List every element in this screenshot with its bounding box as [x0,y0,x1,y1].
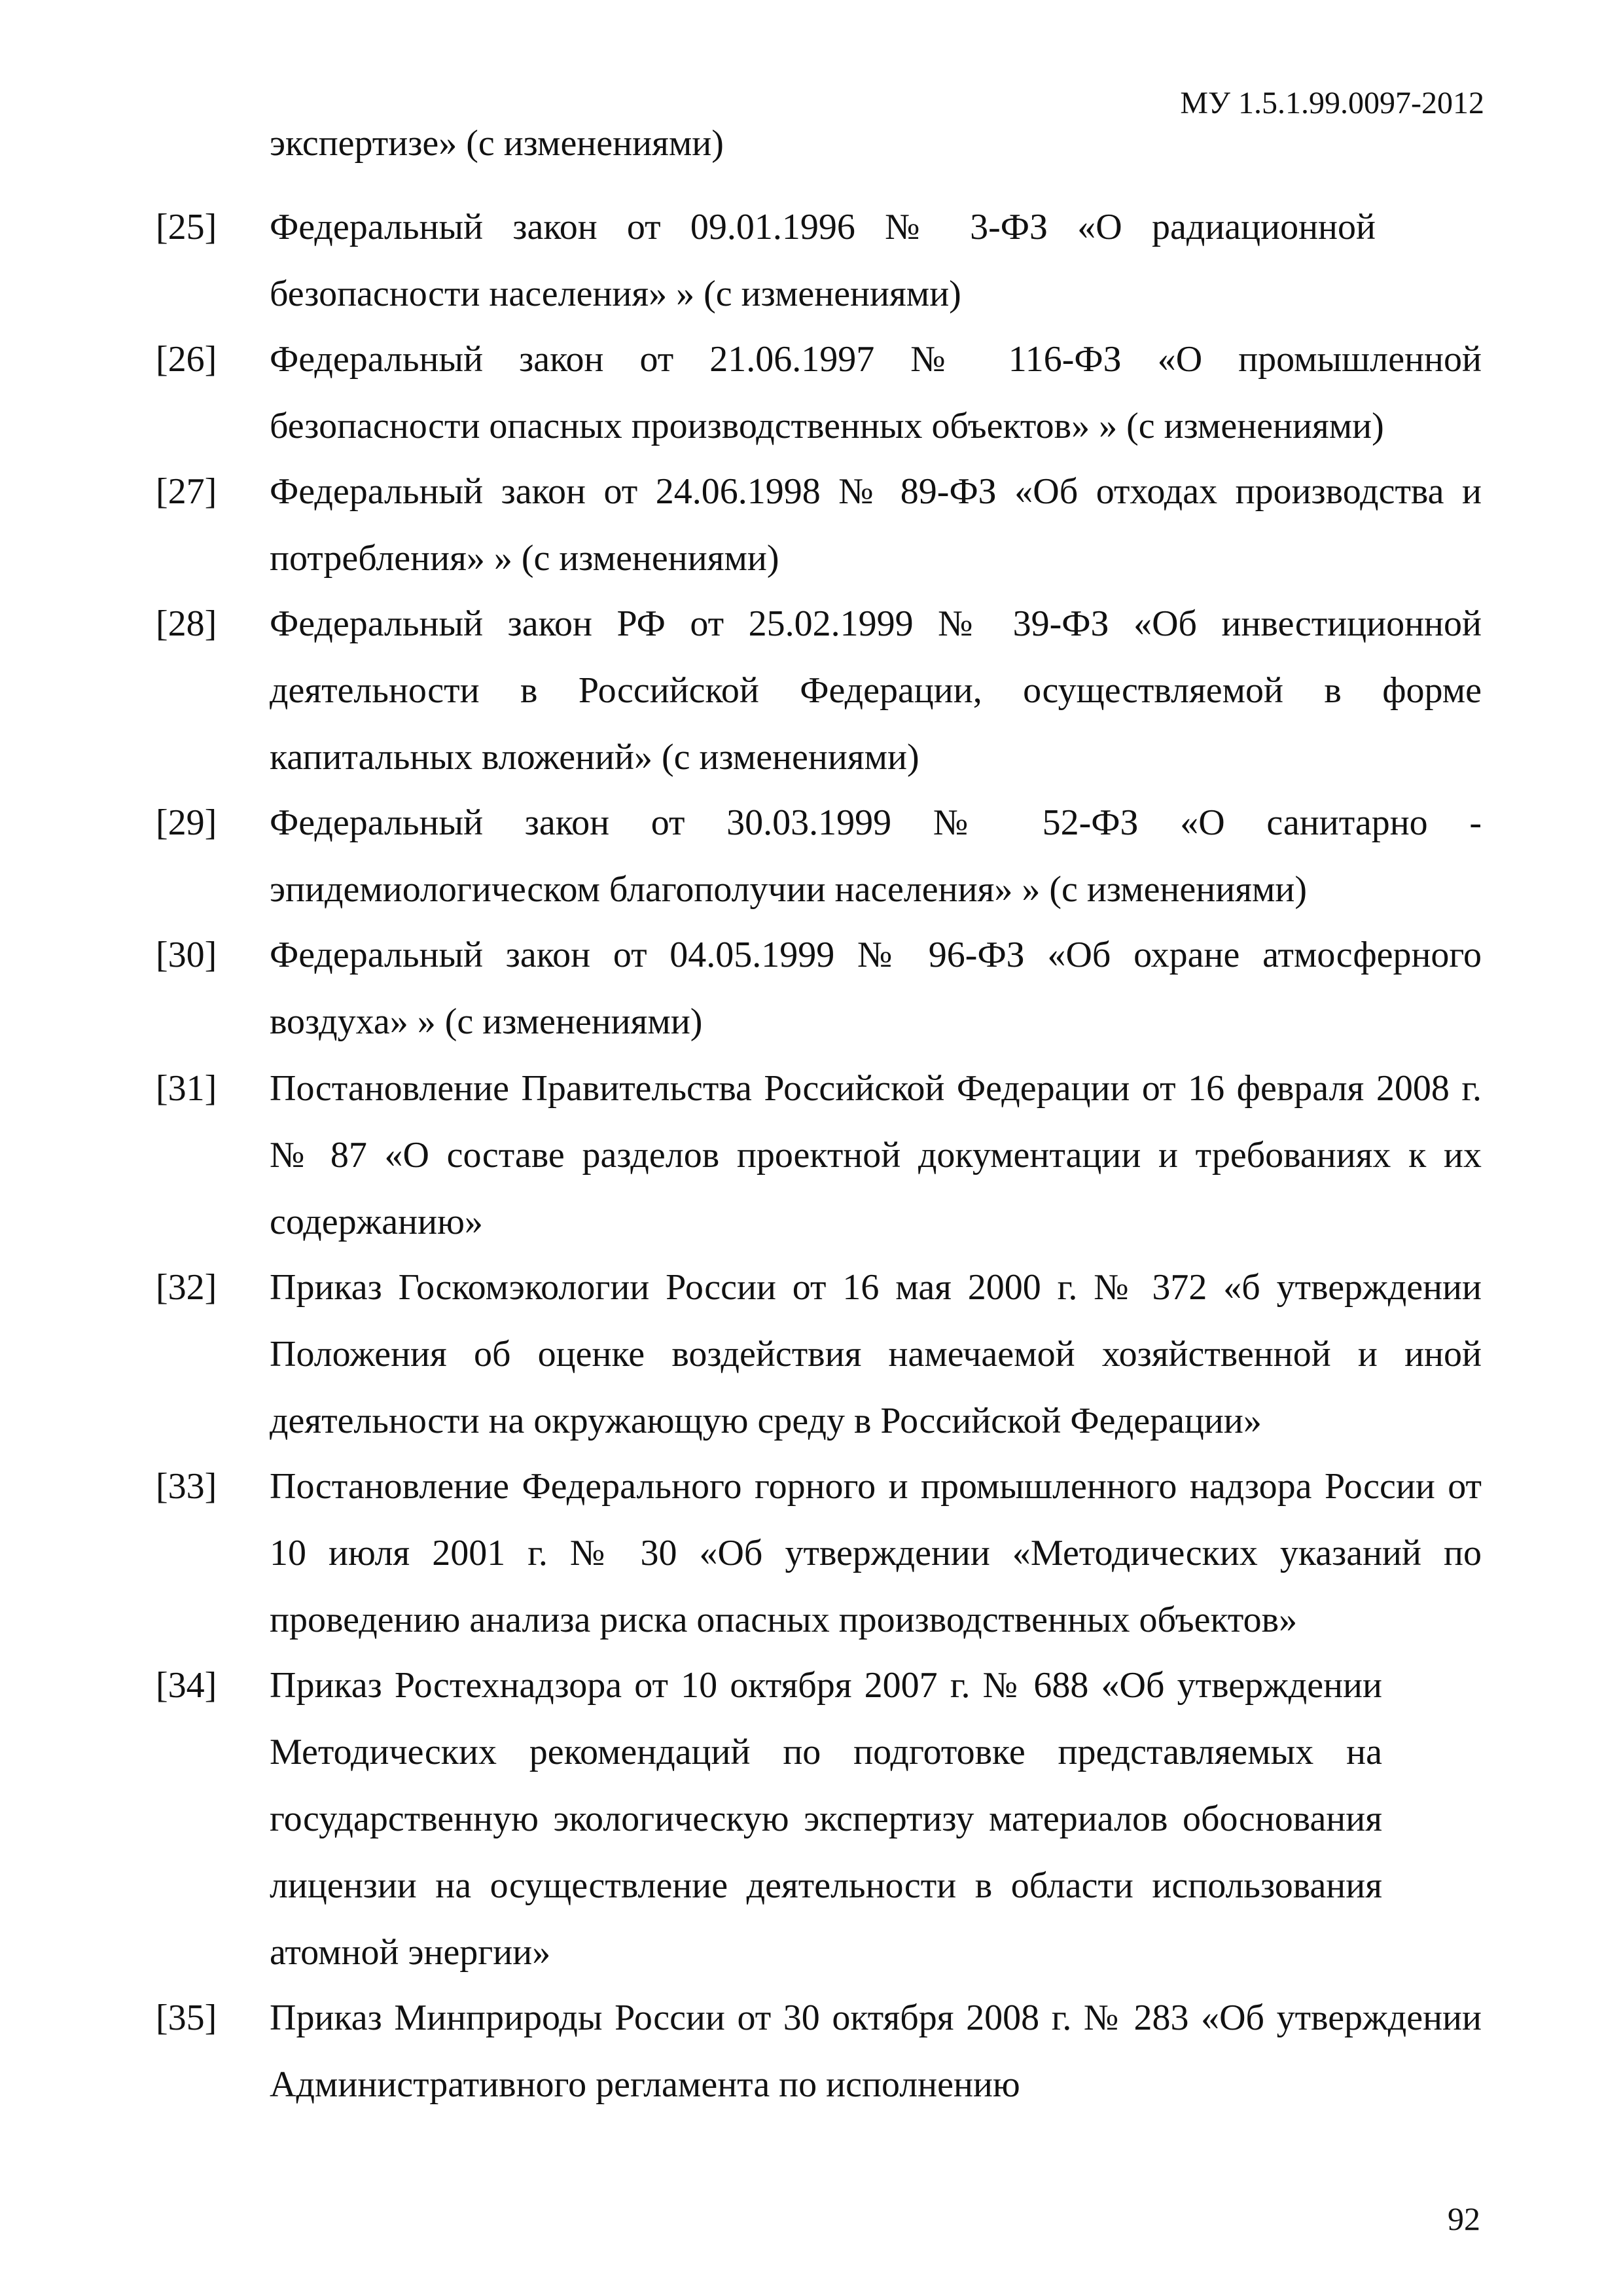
reference-number: [30] [156,935,217,975]
page-number: 92 [1448,2200,1480,2237]
reference-number: [29] [156,802,217,843]
reference-number: [32] [156,1267,217,1308]
reference-text: Федеральный закон РФ от 25.02.1999 № 39-ФЗ «Об инвестиционной деятельности в Российской Федерации, осуществляемой в форме капитальных вложений» (с изменениями) [270,603,1482,778]
reference-text: Приказ Минприроды России от 30 октября 2008 г. № 283 «Об утверждении Административного регламента по исполнению [270,1998,1482,2105]
reference-number: [28] [156,603,217,644]
reference-text: Федеральный закон от 04.05.1999 № 96-ФЗ «Об охране атмосферного воздуха» » (с изменениями) [270,935,1482,1042]
reference-number: [31] [156,1068,217,1109]
reference-number: [33] [156,1466,217,1507]
continued-reference-text: экспертизе» (с изменениями) [270,123,724,164]
reference-text: Постановление Правительства Российской Федерации от 16 февраля 2008 г. № 87 «О составе разделов проектной документации и требованиях к их содержанию» [270,1068,1482,1242]
reference-text: Приказ Ростехнадзора от 10 октября 2007 г. № 688 «Об утверждении Методических рекомендаций по подготовке представляемых на государственную экологическую экспертизу материалов обоснования лицензии на осуществление деятельности в области использования атомной энергии» [270,1665,1382,1973]
reference-number: [26] [156,339,217,380]
reference-text: Приказ Госкомэкологии России от 16 мая 2000 г. № 372 «б утверждении Положения об оценке воздействия намечаемой хозяйственной и иной деятельности на окружающую среду в Российской Федерации» [270,1267,1482,1441]
reference-number: [35] [156,1998,217,2038]
reference-text: Федеральный закон от 30.03.1999 № 52-ФЗ «О санитарно - эпидемиологическом благополучии населения» » (с изменениями) [270,802,1482,910]
reference-text: Постановление Федерального горного и промышленного надзора России от 10 июля 2001 г. № 30 «Об утверждении «Методических указаний по проведению анализа риска опасных производственных объектов» [270,1466,1482,1640]
reference-text: Федеральный закон от 24.06.1998 № 89-ФЗ «Об отходах производства и потребления» » (с изменениями) [270,471,1482,579]
reference-text: Федеральный закон от 09.01.1996 № 3-ФЗ «О радиационной безопасности населения» » (с изменениями) [270,207,1376,314]
reference-number: [27] [156,471,217,512]
reference-number: [25] [156,207,217,247]
document-code: МУ 1.5.1.99.0097-2012 [1180,86,1484,120]
reference-text: Федеральный закон от 21.06.1997 № 116-ФЗ «О промышленной безопасности опасных производственных объектов» » (с изменениями) [270,339,1482,446]
reference-number: [34] [156,1665,217,1706]
